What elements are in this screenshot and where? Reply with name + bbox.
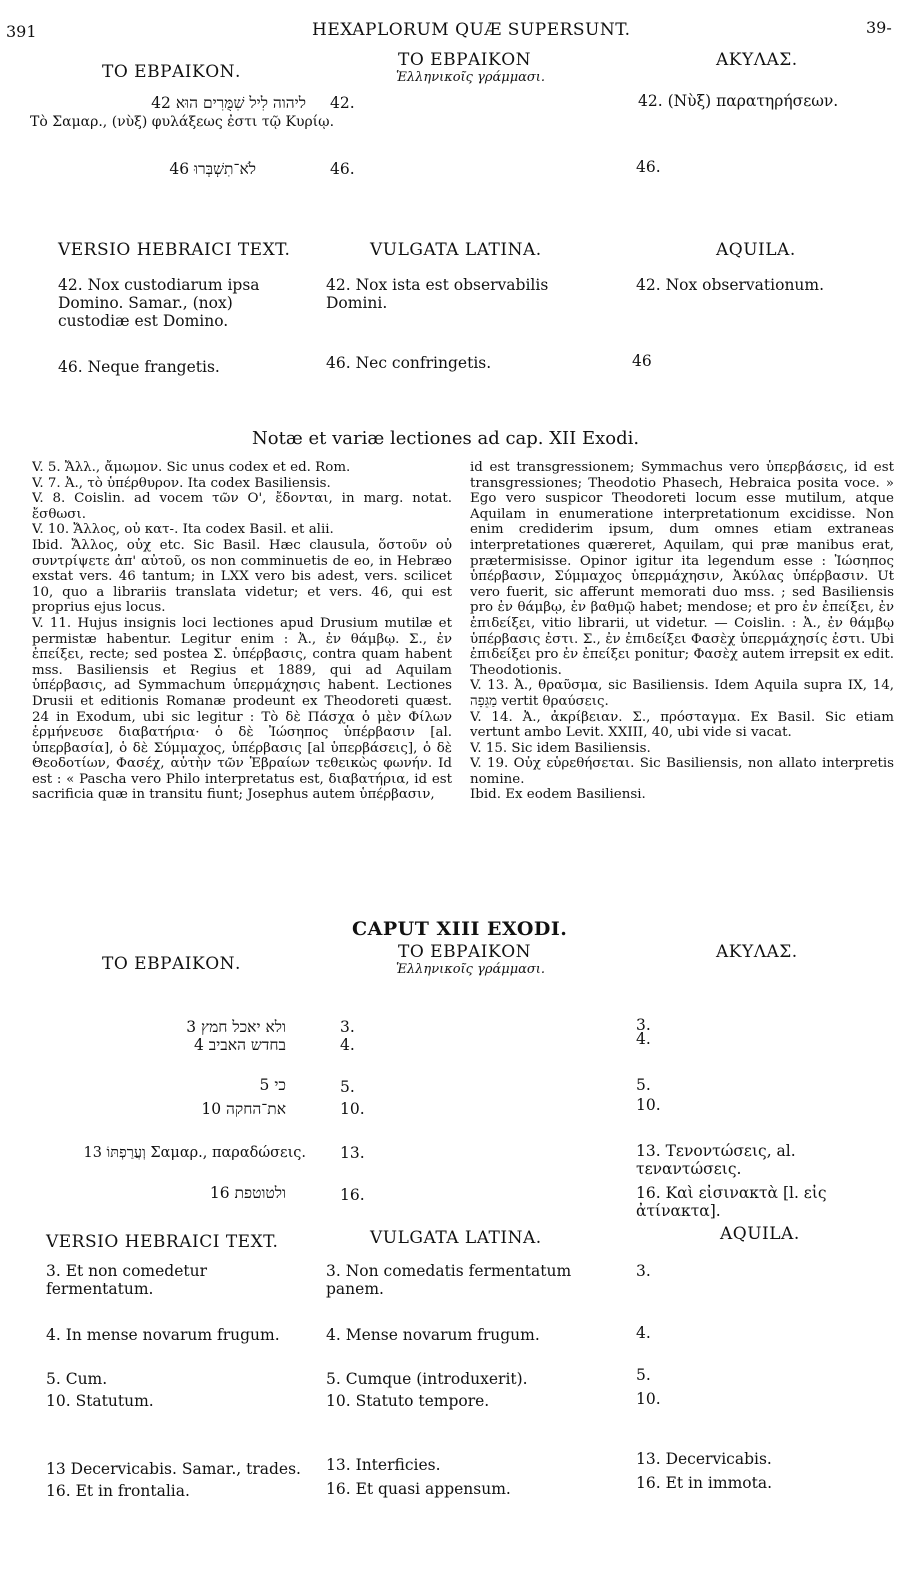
vulgata-cell: 3. Non comedatis fermentatum panem. bbox=[326, 1262, 572, 1298]
header-aquila-latin: AQUILA. bbox=[720, 1224, 800, 1244]
hebrew-cell: כי 5 bbox=[259, 1076, 286, 1094]
note-paragraph: V. 7. Ἀ., τὸ ὑπέρθυρον. Ita codex Basiliensis. bbox=[32, 475, 331, 491]
aquila-latin-cell: 5. bbox=[636, 1366, 651, 1384]
hebrew-cell: ולטוטפת 16 bbox=[209, 1184, 286, 1202]
header-aquila-greek: ΑΚΥΛΑΣ. bbox=[716, 942, 798, 962]
note-paragraph: V. 15. Sic idem Basiliensis. bbox=[470, 740, 651, 756]
aquila-cell: 42. (Νὺξ) παρατηρήσεων. bbox=[638, 92, 839, 110]
note-paragraph: V. 10. Ἄλλος, οὐ κατ-. Ita codex Basil. et alii. bbox=[32, 522, 334, 538]
versio-cell: 3. Et non comedetur fermentatum. bbox=[46, 1262, 208, 1298]
header-hebraicum-graecis: ΤΟ ΕΒΡΑΙΚΟΝ bbox=[398, 942, 532, 962]
vulgata-cell: 10. Statuto tempore. bbox=[326, 1392, 490, 1410]
aquila-cell: 10. bbox=[636, 1096, 661, 1114]
versio-cell: 13 Decervicabis. Samar., trades. bbox=[46, 1460, 301, 1478]
hebrew-cell: ליהוה לִיל שִׁמֻּרִים הוּא 42 bbox=[151, 94, 306, 112]
aquila-latin-cell: 13. Decervicabis. bbox=[636, 1450, 772, 1468]
note-paragraph: Ibid. Ἄλλος, οὐχ etc. Sic Basil. Hæc clausula, ὅστοῦν οὐ συντρίψετε ἀπ' αὐτοῦ, os non comminuetis de eo, in Hebræo exstat vers. 46 tantum; in LXX vero bis adest, vers. scilicet 10, quo a librariis translata videtur; et vers. 46, qui est proprius ejus locus. bbox=[32, 537, 452, 616]
header-hebraicum: ΤΟ ΕΒΡΑΙΚΟΝ. bbox=[102, 954, 241, 974]
aquila-latin-cell: 4. bbox=[636, 1324, 651, 1342]
notes-right-column bbox=[470, 460, 894, 906]
header-aquila-greek: ΑΚΥΛΑΣ. bbox=[716, 50, 798, 70]
hebrew-cell: וְעֲרַפְתּוֹ 13 Σαμαρ., παραδώσεις. bbox=[83, 1145, 306, 1161]
transliteration-cell: 4. bbox=[340, 1036, 355, 1054]
header-graecis-sub: Ἑλληνικοῖς γράμμασι. bbox=[396, 70, 546, 85]
hebrew-cell: לֹא־תִשְׁבְּרוּ 46 bbox=[169, 160, 256, 178]
hebrew-cell: בחדש האביב 4 bbox=[193, 1036, 286, 1054]
transliteration-cell: 46. bbox=[330, 160, 355, 178]
aquila-latin-cell: 10. bbox=[636, 1390, 661, 1408]
note-paragraph: V. 8. Coislin. ad vocem τῶν Ο', ἔδονται, in marg. notat. ἔσθωσι. bbox=[32, 491, 452, 522]
versio-cell: 46. Neque frangetis. bbox=[58, 358, 220, 376]
note-paragraph: V. 14. Ἀ., ἀκρίβειαν. Σ., πρόσταγμα. Ex Basil. Sic etiam vertunt ambo Levit. XXIII, 40, ubi vide si vacat. bbox=[470, 709, 894, 741]
transliteration-cell: 3. bbox=[340, 1018, 355, 1036]
page-number-left: 391 bbox=[6, 22, 37, 41]
note-paragraph: V. 19. Οὐχ εὑρεθήσεται. Sic Basiliensis, non allato interpretis nomine. bbox=[470, 756, 894, 787]
header-graecis-sub: Ἑλληνικοῖς γράμμασι. bbox=[396, 962, 546, 977]
header-aquila-latin: AQUILA. bbox=[716, 240, 796, 260]
page-number-right: 39- bbox=[866, 18, 892, 37]
note-paragraph: V. 5. Ἄλλ., ἄμωμον. Sic unus codex et ed. Rom. bbox=[32, 460, 351, 475]
vulgata-cell: 13. Interficies. bbox=[326, 1456, 441, 1474]
transliteration-cell: 42. bbox=[330, 94, 355, 112]
vulgata-cell: 4. Mense novarum frugum. bbox=[326, 1326, 540, 1344]
header-hebraicum: ΤΟ ΕΒΡΑΙΚΟΝ. bbox=[102, 62, 241, 82]
aquila-cell: 4. bbox=[636, 1030, 651, 1048]
versio-cell: 10. Statutum. bbox=[46, 1392, 154, 1410]
vulgata-cell: 42. Nox ista est observabilis Domini. bbox=[326, 276, 549, 312]
aquila-latin-cell: 3. bbox=[636, 1262, 651, 1280]
note-paragraph: Ibid. Ex eodem Basiliensi. bbox=[470, 787, 646, 803]
running-title: HEXAPLORUM QUÆ SUPERSUNT. bbox=[312, 20, 631, 40]
aquila-latin-cell: 46 bbox=[632, 352, 652, 370]
header-vulgata: VULGATA LATINA. bbox=[370, 240, 542, 260]
header-versio: VERSIO HEBRAICI TEXT. bbox=[46, 1232, 279, 1252]
hebrew-cell: את־החקה 10 bbox=[201, 1100, 286, 1118]
note-paragraph: V. 13. Ἀ., θραῦσμα, sic Basiliensis. Idem Aquila supra IX, 14, מַגֵּפָה vertit θραύσεις. bbox=[470, 678, 894, 709]
transliteration-cell: 16. bbox=[340, 1186, 365, 1204]
transliteration-cell: 13. bbox=[340, 1144, 365, 1162]
notes-left-column bbox=[32, 460, 452, 918]
hebrew-cell: ולא יאכל חמץ 3 bbox=[186, 1018, 286, 1036]
vulgata-cell: 46. Nec confringetis. bbox=[326, 354, 492, 372]
notes-title: Notæ et variæ lectiones ad cap. XII Exodi. bbox=[252, 428, 640, 449]
aquila-cell: 46. bbox=[636, 158, 661, 176]
versio-cell: 5. Cum. bbox=[46, 1370, 108, 1388]
chapter-heading: CAPUT XIII EXODI. bbox=[352, 918, 568, 940]
aquila-cell: 5. bbox=[636, 1076, 651, 1094]
transliteration-cell: 10. bbox=[340, 1100, 365, 1118]
aquila-cell: 3. bbox=[636, 1016, 651, 1034]
header-hebraicum-graecis: ΤΟ ΕΒΡΑΙΚΟΝ bbox=[398, 50, 532, 70]
aquila-cell: 13. Τενοντώσεις, al. τεναντώσεις. bbox=[636, 1142, 796, 1178]
note-paragraph: V. 11. Hujus insignis loci lectiones apud Drusium mutilæ et permistæ habentur. Legitur enim : Ἀ., ἐν θάμβῳ. Σ., ἐν ἐπείξει, recte; sed postea Σ. ὑπέρβασις, contra quam habent mss. Basiliensis et Regius et 1889, qui ad Aquilam ὑπέρβασις, ad Symmachum ὑπερμάχησις habent. Lectiones Drusii et editionis Romanæ prodeunt ex Theodoreti quæst. 24 in Exodum, ubi sic legitur : Τὸ δὲ Πάσχα ὁ μὲν Φίλων ἑρμήνευσε διαβατήρια· ὁ δὲ Ἰώσηπος ὑπέρβασιν [al. ὑπερβασία], ὁ δὲ Σύμμαχος, ὑπέρβασις [al ὑπερβάσεις], ὁ δὲ Θεοδοτίων, Φασέχ, αὐτὴν τῶν Ἑβραίων τεθεικὼς φωνήν. Id est : « Pascha vero Philo interpretatus est, διαβατήρια, id est sacrificia quæ in transitu fiunt; Josephus autem ὑπέρβασιν, bbox=[32, 615, 452, 803]
vulgata-cell: 16. Et quasi appensum. bbox=[326, 1480, 511, 1498]
aquila-latin-cell: 42. Nox observationum. bbox=[636, 276, 825, 294]
vulgata-cell: 5. Cumque (introduxerit). bbox=[326, 1370, 528, 1388]
hebrew-cell-note: Τὸ Σαμαρ., (νὺξ) φυλάξεως ἐστι τῷ Κυρίῳ. bbox=[30, 114, 335, 130]
versio-cell: 42. Nox custodiarum ipsa Domino. Samar., (nox) custodiæ est Domino. bbox=[58, 276, 260, 330]
versio-cell: 4. In mense novarum frugum. bbox=[46, 1326, 280, 1344]
header-versio: VERSIO HEBRAICI TEXT. bbox=[58, 240, 291, 260]
note-paragraph: id est transgressionem; Symmachus vero ὑπερβάσεις, id est transgressiones; Theodotio Phasech, Hebraica posita voce. » Ego vero suspicor Theodoreti locum esse mutilum, atque Aquilam in enumeratione interpretationum excidisse. Non enim crediderim ipsum, dum omnes etiam extraneas interpretationes quæreret, Aquilam, qui præ manibus erat, prætermisisse. Opinor igitur ita legendum esse : Ἰώσηπος ὑπέρβασιν, Σύμμαχος ὑπερμάχησιν, Ἀκύλας ὑπέρβασιν. Ut vero fuerit, sic afferunt memorati duo mss. ; sed Basiliensis pro ἐν θάμβῳ, ἐν βαθμῷ habet; mendose; et pro ἐν ἐπείξει, ἐν ἐπιδείξει, vitio librarii, ut videtur. — Coislin. : Ἀ., ἐν θάμβῳ ὑπέρβασις ἐστι. Σ., ἐν ἐπιδείξει Φασὲχ ὑπερμάχησίς ἐστι. Ubi ἐπιδείξει pro ἐν ἐπείξει ponitur; Φασὲχ autem irrepsit ex edit. Theodotionis. bbox=[470, 460, 894, 678]
aquila-cell: 16. Καὶ εἰσινακτὰ [l. εἰς ἀτίνακτα]. bbox=[636, 1184, 827, 1220]
aquila-latin-cell: 16. Et in immota. bbox=[636, 1474, 772, 1492]
transliteration-cell: 5. bbox=[340, 1078, 355, 1096]
versio-cell: 16. Et in frontalia. bbox=[46, 1482, 190, 1500]
header-vulgata: VULGATA LATINA. bbox=[370, 1228, 542, 1248]
